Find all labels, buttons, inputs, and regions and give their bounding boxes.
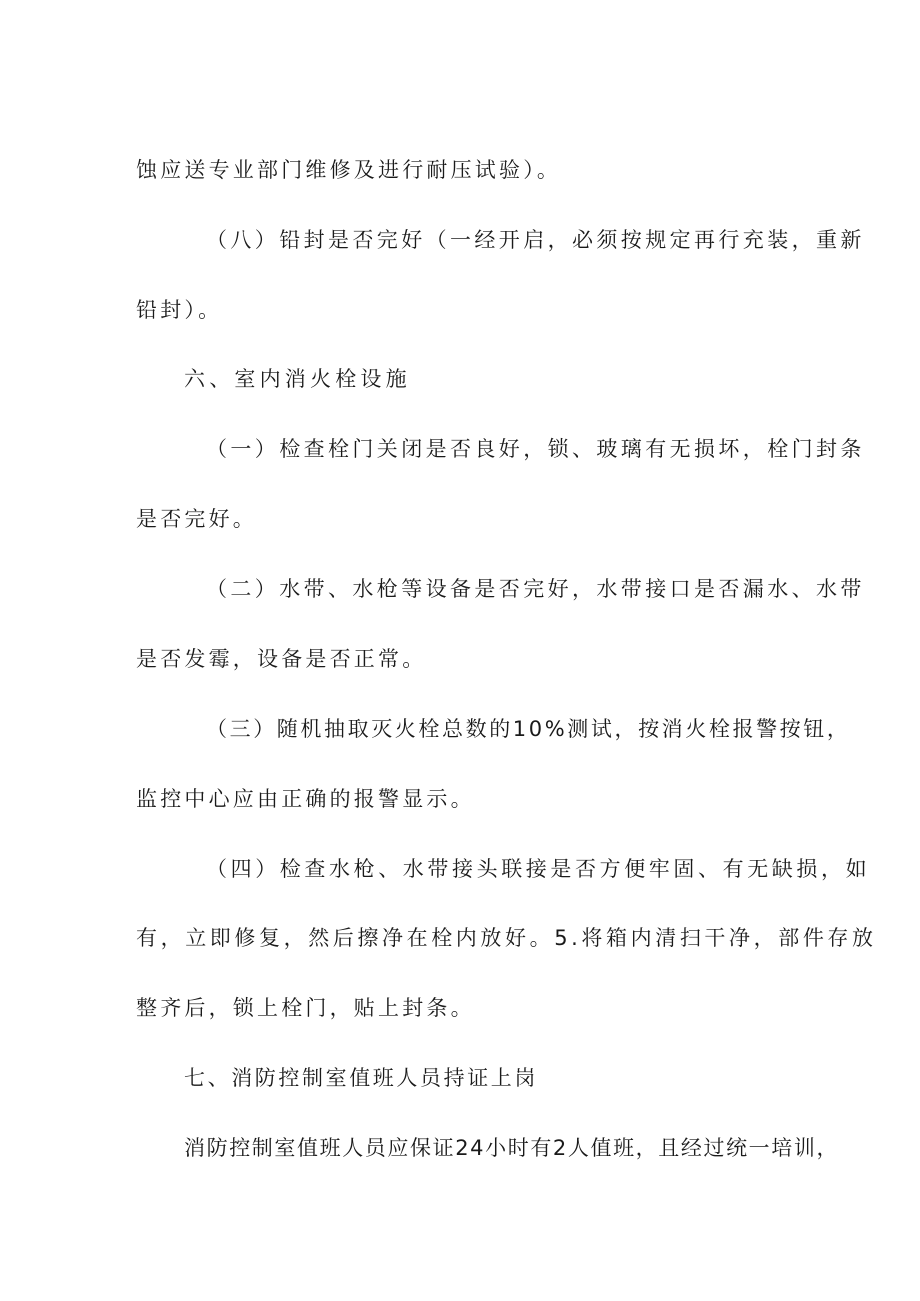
paragraph-line: 整齐后，锁上栓门，贴上封条。 [136, 996, 475, 1020]
paragraph-line: 是否完好。 [136, 507, 257, 531]
paragraph-line: 监控中心应由正确的报警显示。 [136, 787, 475, 811]
paragraph-line: （八）铅封是否完好（一经开启，必须按规定再行充装，重新 [206, 228, 865, 252]
paragraph-line: 是否发霉，设备是否正常。 [136, 647, 427, 671]
paragraph-line: 消防控制室值班人员应保证24小时有2人值班，且经过统一培训， [184, 1136, 840, 1160]
paragraph-line: 蚀应送专业部门维修及进行耐压试验）。 [136, 158, 562, 182]
section-heading: 六、室内消火栓设施 [184, 367, 411, 391]
paragraph-line: 有，立即修复，然后擦净在栓内放好。5.将箱内清扫干净，部件存放 [136, 926, 877, 950]
paragraph-line: （三）随机抽取灭火栓总数的10%测试，按消火栓报警按钮， [206, 717, 851, 741]
paragraph-line: （四）检查水枪、水带接头联接是否方便牢固、有无缺损，如 [206, 857, 871, 881]
paragraph-line: 铅封）。 [136, 298, 223, 322]
paragraph-line: （一）检查栓门关闭是否良好，锁、玻璃有无损坏，栓门封条 [206, 437, 865, 461]
paragraph-line: （二）水带、水枪等设备是否完好，水带接口是否漏水、水带 [206, 577, 865, 601]
section-heading: 七、消防控制室值班人员持证上岗 [184, 1066, 538, 1090]
